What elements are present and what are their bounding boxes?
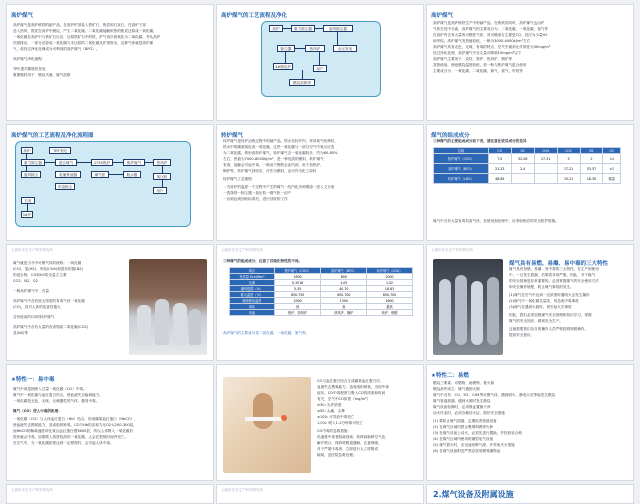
slide-text-line: 一般高炉煤气中：含量 [13,289,49,293]
slide-title: 高炉煤气的工艺流程及净化流程图 [11,133,94,139]
table-cell: 发热量 Kcal/Nm³ [230,274,275,280]
table-cell: 48-65 [488,174,511,184]
flow-box: 焦炉煤气 [123,159,145,166]
slide-text-line: 提高安全意识。 [509,333,535,337]
slide-subtitle: 三种煤气的主要组成成分如下表，请注意比较其成分的差异 [433,139,527,143]
table-cell: 高 [321,304,367,310]
slide-note: 煤气中含有大量有毒有害气体，在使用和处理中，应采取相应的安全防护措施。 [433,219,559,223]
table-cell: 低 [274,304,321,310]
slide-15[interactable] [426,484,634,504]
slide-text-line: 高炉煤气是高炉炼铁生产中的副产品。在炼铁的同时，高炉煤气也由炉 [433,21,545,25]
flow-box: 热风炉 [305,45,325,52]
slide-title: 高炉煤气 [431,13,454,19]
slide-text-line: ≥30: 允许浓度 [317,403,342,407]
slide-footer: 上海市安全生产科学研究所 [11,248,53,252]
slide-text-line: 一氧化碳（CO）与人体血红蛋白（Hb）结合，形成碳氧血红蛋白（HbCO）， [13,417,138,421]
slide-8[interactable] [216,244,424,361]
slide-text-line: CO与血红蛋白结合生成碳氧血红蛋白后， [317,379,384,383]
table-cell: 53-57 [580,164,603,174]
slide-title: 高炉煤气的工艺流程及净化 [221,13,288,19]
slide-text-line: 燃烧条件成立：煤气遇到火源 [433,387,480,391]
slide-text-line: 为二氧化碳，即形成转炉煤气。转炉煤气含一氧化碳较多，约为60-80% [223,151,338,155]
table-cell: 热风炉、锅炉 [321,310,367,316]
slide-text-line: ≥100: 可导致中毒死亡 [317,415,355,419]
flow-connector [295,48,305,49]
table-row [434,164,621,174]
slide-text-line: (3) 在煤气设备上动火，必须先进行置换，并经检验合格 [433,431,522,435]
table-cell: 21-23 [488,164,511,174]
table-cell: 2 [580,154,603,164]
flow-box: 高炉 [269,25,283,32]
slide-text-line: 及(N2)等 [13,331,28,335]
slide-text-line: 左右，热值为7000-8000kJ/m³，是一种优质的燃料，转炉煤气 [223,157,324,161]
flow-box: 燃烧放散塔 [289,79,315,86]
slide-text-line: 转炉煤气工艺流程： [223,177,256,181]
table-cell: 800 [321,274,367,280]
table-header: N2 [580,148,603,154]
slide-text-line: 煤气管道泄漏，遇到火源时发生燃烧 [433,399,491,403]
slide-6[interactable] [426,124,634,241]
table-cell: 1.05 [321,280,367,286]
slide-note: 高炉煤气的主要成分是二氧化碳，一氧化碳，氮气等。 [223,331,310,335]
table-cell: 着火温度（℃） [230,292,275,298]
slide-text-line: 转炉煤气是转炉冶炼过程中的副产品。铁水在转炉内，采用氧气吹炼时， [223,139,338,143]
slide-text-line: (3)煤气在遇到火源时，易引起火灾事故 [509,305,572,309]
slide-footer: 上海市安全生产科学研究所 [431,248,473,252]
slide-text-line: 含有较高的CO的转炉煤气 [13,315,55,319]
flow-box: 旋风除尘器 [323,25,353,32]
table-cell: 3 [557,154,580,164]
slide-text-line: 一氧化碳在高炉中与铁矿石反应，还原铁矿石中的铁，炉气再次被氧化为二氧化碳，并从高炉 [13,35,161,39]
slide-title: 转炉煤气 [221,133,244,139]
flow-box: 加压机 [153,173,171,180]
table-cell: 2-4 [511,164,534,174]
table-cell [511,174,534,184]
flow-box: 旋风除尘 [21,171,41,178]
table-cell: 1300 [321,298,367,304]
slide-title: 高炉煤气 [11,13,34,19]
slide-text-line: 输氧，送医院急救处理。 [317,453,357,457]
table-cell: 焦炉、热风炉 [274,310,321,316]
flow-connector [113,162,123,163]
slide-text-line: 煤气的安全知识，做到安全生产。 [509,319,563,323]
slide-text-line: 主要成分为：一氧化碳、二氧化碳、氮气、氢气、甲烷等 [433,69,523,73]
flow-box: 高炉 [21,147,33,154]
flow-connector [285,52,286,63]
slide-text-line: 症状。CO中毒程度与吸入CO的浓度和时间 [317,391,386,395]
slide-text-line: 煤气具有易燃、易爆、易中毒的三大特性，在生产和使用 [509,267,599,271]
slide-text-line: 有毒，接触会引起中毒，一般用于钢铁企业内部，用于加热炉、 [223,163,324,167]
slide-text-line: ≥50: 头痛，头晕 [317,409,345,413]
flow-box: 3#燃烧炉 [274,65,292,69]
slide-text-line: (CO)，其对人体的危害性极大 [13,305,61,309]
table-cell: 650-750 [274,292,321,298]
slide-text-line: 高炉煤气是高炉炼铁的副产品。在高炉炉顶装入铁矿石、焦炭和石灰石，在高炉下部 [13,23,146,27]
flow-box: 用户 [313,65,327,72]
table-row [230,310,413,316]
slide-text-line: 煤气中含有：CO、H2、CH4等可燃气体，遇到明火、静电火花等能发生燃烧 [433,393,556,397]
slide-text-line: 送入热风，焦炭在高炉中燃烧，产生二氧化碳。二氧化碳接触炽热的焦炭还原成一氧化碳， [13,29,157,33]
slide-text-line: 一各到达到回收标准后，进行回收的工作 [223,197,288,201]
slide-text-line: 其热值低，理论燃烧温度较低，故一般与焦炉煤气混合使用 [433,63,527,67]
flow-panel [15,141,191,227]
flow-connector [109,174,123,175]
slide-4[interactable] [6,124,214,241]
flow-box: 煤气柜 [91,171,109,178]
slide-text-line: 中，一旦发生泄漏，后果将非常严重，因此，对于煤气 [509,273,596,277]
flow-connector [302,70,303,79]
slide-text-line: 煤气设备检修时，必须保证置换干净 [433,405,491,409]
table-cell: 1600 [367,298,413,304]
flow-connector [26,154,27,159]
flow-box: 布袋除尘 [55,183,75,190]
table-cell: 7.5 [488,154,511,164]
flow-box: 重力除尘器 [291,25,315,32]
slide-text-line: (6) 在煤气设备附近严禁存放易燃易爆物品 [433,449,501,453]
table-header: O2 [603,148,621,154]
flow-box: 脱水器 [123,171,141,178]
table-cell: <1 [603,164,621,174]
slide-text-line: 高炉煤气净化流程： [13,57,46,61]
table-cell: <1 [603,154,621,164]
table-cell: 2000 [274,298,321,304]
slide-text-line: 血液失去携氧能力，造成组织缺氧，出现中毒 [317,385,389,389]
flow-connector [283,28,291,29]
slide-text-line: 一当转炉的温度一个过程中产生的煤气一经汽化冷却烟道一进入文丘里 [223,185,335,189]
table-cell: 0.3518 [274,280,321,286]
slide-text-line: 燃烧三要素：可燃物、助燃物、着火源 [433,381,495,385]
slide-text-line: 在高炉内含有大量的可燃性气体，其可燃成分主要是CO，其次为少量H2 [433,33,548,37]
flow-box: 3#炉 [22,213,32,217]
slide-text-line: TRT:透平膨胀机发电 [13,67,46,71]
slide-footer: 上海市安全生产科学研究所 [221,248,263,252]
slide-title: ★特性一：易中毒 [11,377,55,383]
table-cell: 18-83 [367,286,413,292]
slide-11[interactable] [216,364,424,481]
slide-text-line: 在空气中，当一氧化碳浓度达到一定程度时，会引起人体中毒。 [13,441,114,445]
slide-text-line: 气体在其中分离，高炉煤气的主要成分为：二氧化碳、一氧化碳、氢气等 [433,27,548,31]
slide-text-line: 经过净化处理，高炉煤气中含尘量可降到10mg/m³以下 [433,51,522,55]
table-cell: 最高 [367,304,413,310]
slide-footer: 上海市安全生产科学研究所 [221,488,263,492]
slide-2[interactable] [216,4,424,121]
slide-title: 三种煤气的组成成分，注意了其理化特性的不同。 [223,259,303,263]
slide-text-line: (2) 在煤气区域内禁止吸烟和携带火种 [433,425,494,429]
table-row [434,154,621,164]
flow-box: 石灰 [21,197,35,204]
flow-connector [77,162,91,163]
section-title: 2.煤气设备及附属设施 [433,490,514,499]
slide-text-line: CO2、N2、O2 [13,279,38,283]
table-cell: 17-21 [557,164,580,174]
table-cell: 650-700 [321,292,367,298]
flow-box: 1750焦炉 [91,159,113,166]
smoking-hazard-photo [223,377,311,473]
flow-connector [26,166,27,171]
slide-13[interactable] [6,484,214,504]
slide-3[interactable] [426,4,634,121]
gas-composition-table [433,147,621,184]
table-row [434,174,621,184]
flow-connector [315,28,323,29]
slide-text-line: (4) 在煤气区域内使用防爆型电气设备 [433,437,494,441]
slide-title: 煤气的组成成分 [431,133,470,139]
table-header: CO2 [557,148,580,154]
slide-footer: 上海市安全生产科学研究所 [11,488,53,492]
table-cell: 5-35 [274,286,321,292]
slide-text-line: 气，再经过净化处理成为可利用的高炉煤气（BFG）。 [13,47,100,51]
slide-subheading: 煤气（CO）侵入中毒的机理： [13,409,62,413]
table-cell: 理论燃烧温度 [230,298,275,304]
slide-text-line: 有关，空气中CO浓度（mg/m³） [317,397,371,401]
slide-text-line: 因此，我们必须加强煤气安全管理和知识学习，掌握 [509,313,592,317]
table-cell: 用途 [230,310,275,316]
flow-connector [27,204,28,211]
slide-text-line: 的混合物，CO和H2的含量占主要 [13,273,67,277]
slide-text-line: 锅炉等，转炉煤气回收后，可作为燃料，也可作为化工原料 [223,169,317,173]
table-header: CH4 [534,148,557,154]
table-cell [534,174,557,184]
gas-properties-table [229,267,413,316]
flow-box: 用户 [153,187,167,194]
slide-text-line: 高炉煤气中含有较大浓度的有毒气体一氧化碳 [13,299,85,303]
table-cell: 转炉煤气（LDG） [434,174,489,184]
slide-text-line: 对于严重中毒者，立即进行人工呼吸或 [317,447,379,451]
slide-text-line: 很快就会中毒。如果吸入浓度较高的一氧化碳，人会在很短时间内死亡。 [13,435,128,439]
table-cell: 4500 [274,274,321,280]
slide-9[interactable] [426,244,634,361]
table-cell: 27-31 [534,154,557,164]
slide-text-line: 和安全操作规程，防止煤气事故的发生。 [509,285,574,289]
slide-text-line: 使血液失去携氧能力，造成组织缺氧。CO与Hb的亲和力比O2大200-300倍， [13,423,137,427]
table-cell: 焦炉煤气（COG） [434,154,489,164]
table-header: 项目 [230,268,275,274]
slide-text-line: 高炉煤气中含有大量的有害物质二氧化碳(CO2) [13,325,89,329]
table-cell: 650-700 [367,292,413,298]
slide-1[interactable] [6,4,214,121]
flow-box: 电捕焦油器 [55,171,81,178]
table-cell: 18-30 [580,174,603,184]
table-header: H2 [511,148,534,154]
table-cell [534,164,557,174]
slide-10[interactable] [6,364,214,481]
slide-text-line: 煤气中毒是指吸入过量一氧化碳（CO）中毒。 [13,387,87,391]
slide-text-line: (1)煤气在空气中达到一定浓度时遇明火会发生爆炸 [509,293,590,297]
slide-text-line: CO中毒的急救措施： [317,429,352,433]
slide-5[interactable] [216,124,424,241]
flow-box: 混合煤气 [55,159,77,166]
table-cell: 15-21 [557,174,580,184]
slide-text-line: 而HbCO的解离速度却比氧合血红蛋白慢3600倍，所以人体吸入一氧化碳后 [13,429,134,433]
flow-connector [145,162,153,163]
slide-text-line: 铁水中的碳被氧化成一氧化碳，这些一氧化碳与一部分空气中氧反应变 [223,145,335,149]
slide-12[interactable] [426,364,634,481]
slide-title: ★特性二：易燃 [431,373,469,379]
flow-box: 热风炉 [153,159,171,166]
table-cell: 2000 [367,274,413,280]
flow-box: 除尘器 [277,45,295,52]
slide-text-line: 重要燃料用于：燃烧灭菌，煤气放散 [13,73,71,77]
table-cell: 转炉、炼钢 [367,310,413,316]
table-header: 名称 [434,148,489,154]
slide-text-line: 煤气中一氧化碳与血红蛋白结合，使血液失去输氧能力。 [13,393,103,397]
slide-14[interactable] [216,484,424,504]
flow-box: TRT发电 [49,147,71,154]
slide-text-line: (CO)、氢(H2)、甲烷(CH4)和混有的氮(N2) [13,267,83,271]
table-cell: 52-56 [511,154,534,164]
flow-connector [162,180,163,187]
flow-connector [45,162,55,163]
slide-text-line: 高炉煤气具有无色、无味、有毒的特点，空气中最高允许浓度为30mg/m³ [433,45,551,49]
slide-text-line: 顶部排出，一部分还原成一氧化碳与未还原的二氧化碳从炉顶排出，这种气体就是高炉煤 [13,41,154,45]
slide-text-line: 高炉煤气主要用于：烧结、焦炉、热风炉、锅炉等 [433,57,513,61]
table-cell: 高炉煤气（BFG） [434,164,489,174]
slide-text-line: (2)煤气中一氧化碳含量高，易造成中毒事故 [509,299,579,303]
table-cell: 1.02 [367,280,413,286]
table-header: 转炉煤气（LDG） [367,268,413,274]
slide-7[interactable] [6,244,214,361]
slide-text-line: 1.0%: 吸入1-2分钟即可死亡 [317,421,364,425]
table-header: CO [488,148,511,154]
slide-text-line: 这就需要我们各自的操作人员严格按照规程操作， [509,327,589,331]
slide-text-line: (1) 要防止煤气泄漏，定期检查管道设备 [433,419,497,423]
slide-text-line: 动火作业时，必须办理动火证，做好安全措施 [433,411,505,415]
slide-text-line: 迅速将中毒者脱离现场，转移到新鲜空气处， [317,435,389,439]
table-cell: 40-70 [321,286,367,292]
slide-text-line: 和甲烷。高炉煤气发热值较低，一般为3000-4000kJ/m³左右 [433,39,531,43]
table-header: 焦炉煤气（COG） [274,268,321,274]
table-cell: 微量 [603,174,621,184]
slide-text-line: (5) 煤气着火时，应迅速切断气源，并采取灭火措施 [433,443,515,447]
flow-box: 重力除尘器 [21,159,45,166]
table-header: 高炉煤气（BFG） [321,268,367,274]
flow-box: 余压发电 [333,45,357,52]
gas-cylinders-photo [433,259,503,355]
slide-text-line: 的安全管理是非常重要的。必须掌握煤气的安全使用方法 [509,279,599,283]
gas-cylinders-photo [129,259,207,355]
flow-connector [319,52,320,65]
table-cell: 爆炸极限（%） [230,286,275,292]
slide-title: 煤气具有易燃、易爆、易中毒的三大特性 [509,261,609,267]
table-cell: 比重 [230,280,275,286]
slide-text-line: 解开领口，保持呼吸道通畅，注意保暖， [317,441,382,445]
flow-panel [261,21,381,97]
table-cell: 毒性 [230,304,275,310]
flow-connector [337,32,338,45]
flow-connector [162,166,163,173]
slide-text-line: 一洗涤塔一除尘器一加压机一煤气柜一用户 [223,191,292,195]
slide-text-line: 煤气就是当今中可燃气体的统称：一氧化碳 [13,261,82,265]
slide-text-line: 一氧化碳是无色、无味、无刺激性的气体，极易中毒。 [13,399,100,403]
